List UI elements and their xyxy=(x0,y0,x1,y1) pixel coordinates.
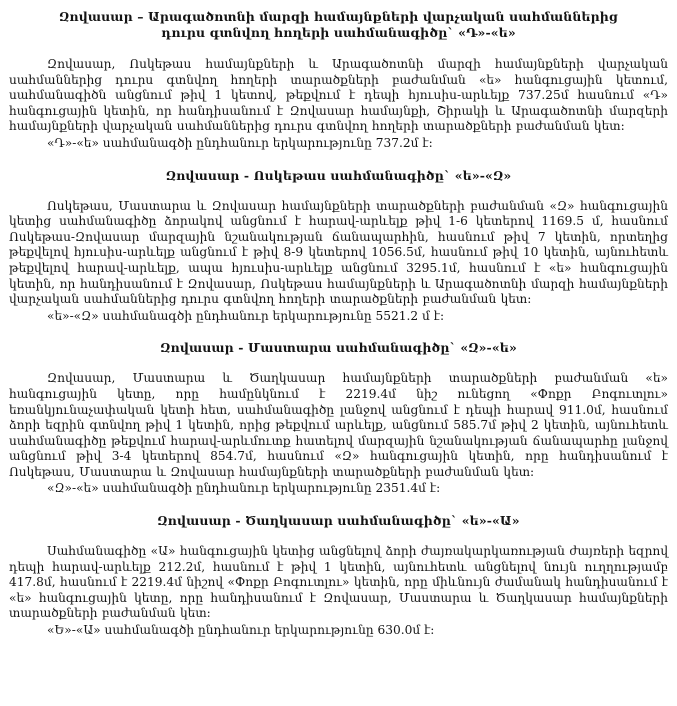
section-3-paragraph: Զովասար, Մաստարա և Ծաղկասար համայնքների տարածքների բաժանման «ե» հանգուցային կետը, որը համընկնում է 2219.4մ նիշ ունեցող «Փոքր Բոգուտլու» եռանկյունաչափական կետի հետ, սահմանագիծը լանջով անցնում է դեպի հարավ 911.0մ, հասնում ձորի եզրին գտնվող թիվ 1 կետին, որից թեքվում արևելք, անցնում 585.7մ թիվ 2 կետին, այնուհետև սահմանագիծը թեքվում հարավ-արևմուտք հատելով մարզային նշանակության ճանապարհը լանջով անցնում թիվ 3-4 կետերով 854.7մ, հասնում «Զ» հանգուցային կետին, որը հանդիսանում է Ոսկեթաս, Մաստարա և Զովասար համայնքների տարածքների բաժանման կետ: xyxy=(9,371,668,479)
section-1 xyxy=(9,57,668,152)
section-3-summary: «Զ»-«ե» սահմանագծի ընդհանուր երկարությունը 2351.4մ է: xyxy=(47,481,441,496)
section-2-heading: Զովասար - Ոսկեթաս սահմանագիծը` «ե»-«Զ» xyxy=(165,167,512,183)
section-1-paragraph: Զովասար, Ոսկեթաս համայնքների և Արագածոտնի մարզի համայնքների վարչական սահմաններից դուրս գտնվող հողերի տարածքների բաժանման «ե» հանգուցային կետում, սահմանագիծն անցնում թիվ 1 կետով, թեքվում է դեպի հյուսիս-արևելք 737.25մ հասնում «Դ» հանգուցային կետին, որ հանդիսանում է Զովասար համայնքի, Շիրակի և Արագածոտնի մարզերի համայնքների վարչական սահմաններից դուրս գտնվող հողերի տարածքների բաժանման կետ: xyxy=(9,57,668,134)
section-4-paragraph: Սահմանագիծը «Ա» հանգուցային կետից անցնելով ձորի ժայռակարկառության ժայռերի եզրով դեպի հարավ-արևելք 212.2մ, հասնում է թիվ 1 կետին, այնուհետև անցնելով նույն ուղղությամբ 417.8մ, հասնում է 2219.4մ նիշով «Փոքր Բոգուտլու» կետին, որը միևնույն ժամանակ հանդիսանում է «ե» հանգուցային կետը, որը հանդիսանում է Զովասար, Մաստարա և Ծաղկասար համայնքների տարածքների բաժանման կետ: xyxy=(9,544,668,621)
section-4-heading: Զովասար - Ծաղկասար սահմանագիծը` «ե»-«Ա» xyxy=(157,513,520,529)
section-1-summary: «Դ»-«ե» սահմանագծի ընդհանուր երկարությունը 737.2մ է: xyxy=(47,135,433,150)
section-4 xyxy=(9,513,668,639)
section-2-summary: «ե»-«Զ» սահմանագծի ընդհանուր երկարությունը 5521.2 մ է: xyxy=(47,308,445,323)
document-title: Զովասար – Արագածոտնի մարզի համայնքների վարչական սահմաններից դուրս գտնվող հողերի սահմանագիծը` «Դ»-«ե» xyxy=(59,9,618,40)
section-3 xyxy=(9,340,668,497)
section-2-paragraph: Ոսկեթաս, Մաստարա և Զովասար համայնքների տարածքների բաժանման «Զ» հանգուցային կետից սահմանագիծը ձորակով անցնում է հարավ-արևելք թիվ 1-6 կետերով 1169.5 մ, հասնում Ոսկեթաս-Զովասար մարզային նշանակության ճանապարհին, հասնում թիվ 7 կետին, որտեղից թեքվելով հյուսիս-արևելք անցնում է թիվ 8-9 կետերով 1056.5մ, հասնում թիվ 10 կետին, այնուհետև թեքվելով հարավ-արևելք, ապա հյուսիս-արևելք անցնում 3295.1մ, հասնում է «ե» հանգուցային կետին, որ հանդիսանում է Զովասար, Ոսկեթաս համայնքների և Արագածոտնի մարզի համայնքների վարչական սահմաններից դուրս գտնվող հողերի տարածքների բաժանման կետ: xyxy=(9,198,668,307)
section-4-summary: «Ե»-«Ա» սահմանագծի ընդհանուր երկարությունը 630.0մ է: xyxy=(47,623,435,638)
section-3-heading: Զովասար - Մաստարա սահմանագիծը` «Զ»-«ե» xyxy=(160,340,517,356)
section-2 xyxy=(9,168,668,325)
